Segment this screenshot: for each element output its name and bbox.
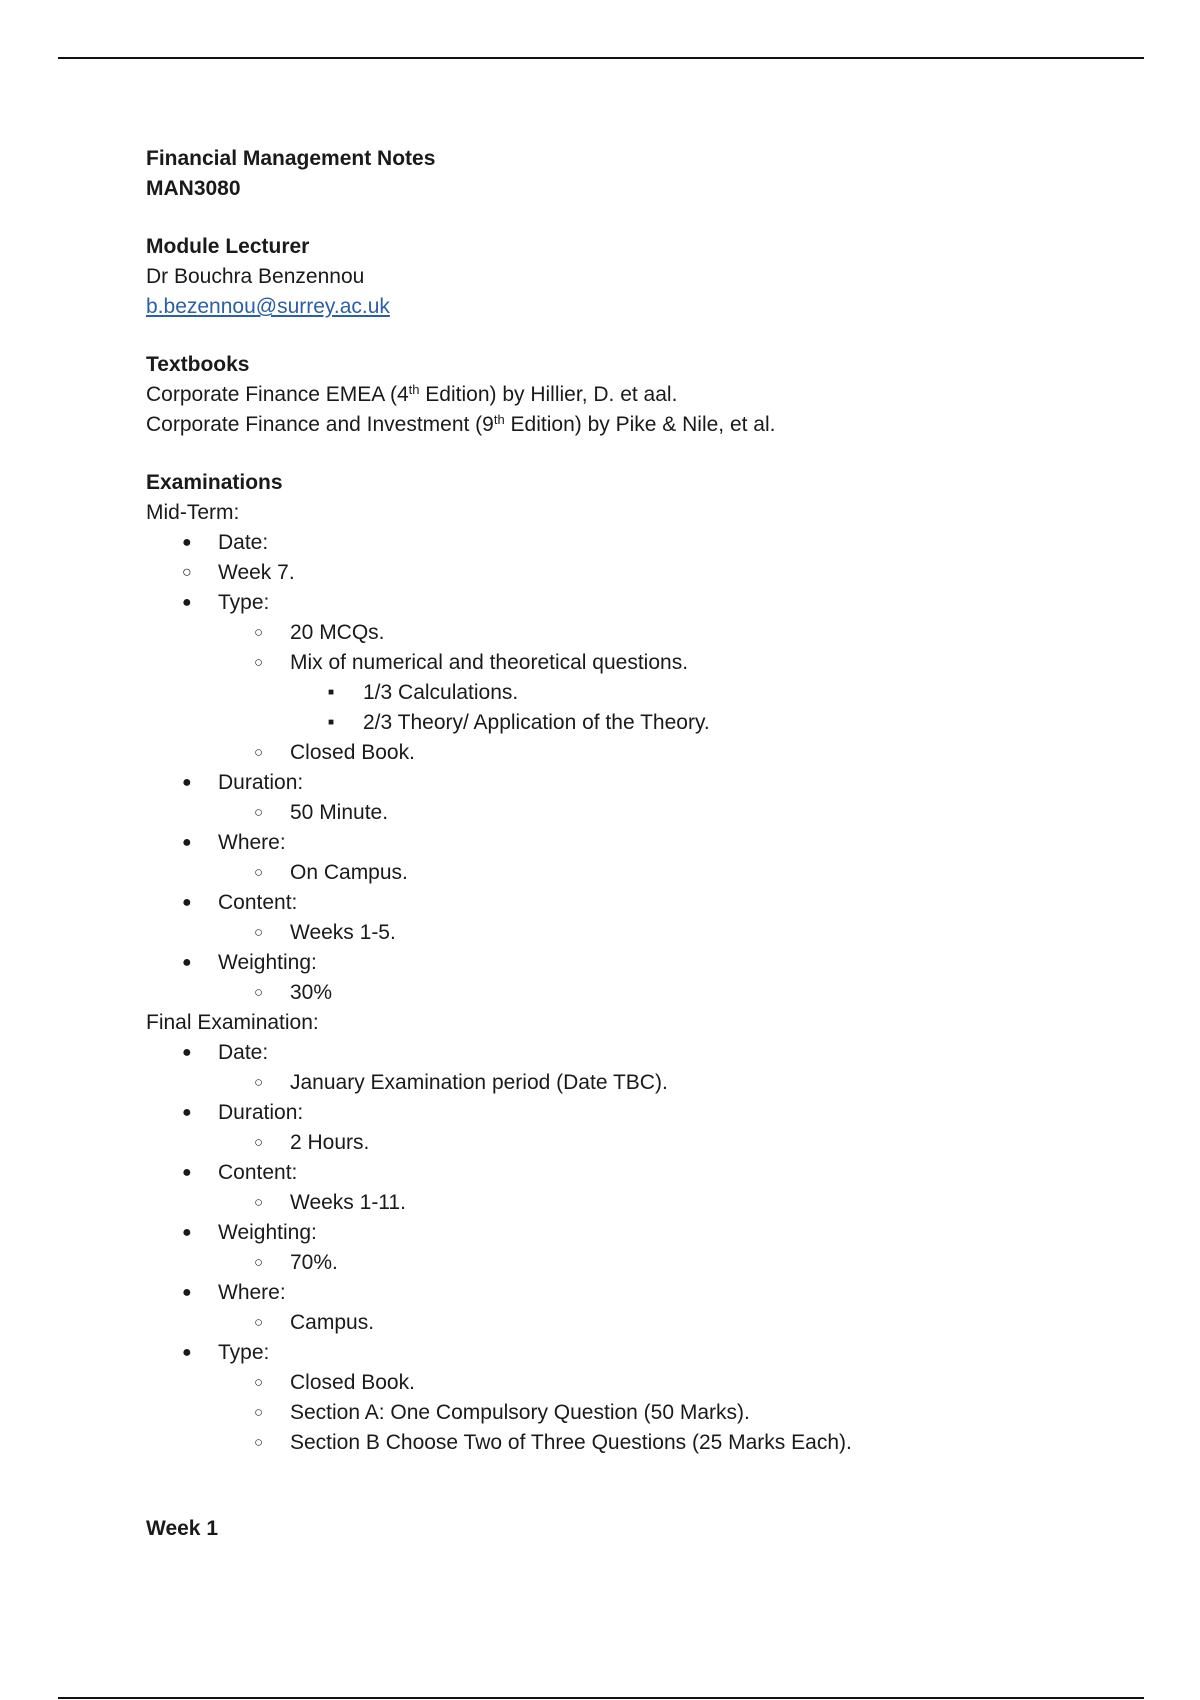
- lecturer-name: Dr Bouchra Benzennou: [146, 265, 365, 288]
- final-date-subs: [146, 1068, 1146, 1098]
- list-item: ○ 30%: [146, 978, 1146, 1008]
- list-item: ● Date:: [146, 1038, 1146, 1068]
- final-list-duration: [146, 1098, 1146, 1128]
- midterm-list-where: [146, 828, 1146, 858]
- bullet-disc-icon: ●: [182, 1224, 192, 1241]
- bullet-circle-icon: ○: [254, 654, 264, 671]
- textbook-1: Corporate Finance EMEA (4th Edition) by Hillier, D. et aal.: [146, 382, 678, 406]
- midterm-label: Mid-Term:: [146, 501, 240, 524]
- final-list-content: [146, 1158, 1146, 1188]
- document-page: [146, 144, 1146, 1544]
- final-weighting-subs: [146, 1248, 1146, 1278]
- list-item: ○ January Examination period (Date TBC).: [146, 1068, 1146, 1098]
- list-item: ○ Closed Book.: [146, 1368, 1146, 1398]
- list-item: ● Duration:: [146, 1098, 1146, 1128]
- bullet-circle-icon: ○: [254, 1374, 264, 1391]
- list-item: ○ Closed Book.: [146, 738, 1146, 768]
- examinations-heading: Examinations: [146, 471, 283, 494]
- bullet-circle-icon: ○: [254, 1314, 264, 1331]
- list-item: ○ 20 MCQs.: [146, 618, 1146, 648]
- bullet-circle-icon: ○: [254, 1074, 264, 1091]
- list-item: ○ 70%.: [146, 1248, 1146, 1278]
- bullet-circle-icon: ○: [254, 864, 264, 881]
- midterm-list-weighting: [146, 948, 1146, 978]
- midterm-type-subs: [146, 618, 1146, 678]
- list-item: ○ Section A: One Compulsory Question (50 Marks).: [146, 1398, 1146, 1428]
- bullet-square-icon: ■: [328, 717, 335, 728]
- list-item: ○ Campus.: [146, 1308, 1146, 1338]
- list-item: ○ Mix of numerical and theoretical questions.: [146, 648, 1146, 678]
- list-item: ○ Weeks 1-5.: [146, 918, 1146, 948]
- final-exam-label: Final Examination:: [146, 1011, 319, 1034]
- final-list-date: [146, 1038, 1146, 1068]
- list-item: ■ 1/3 Calculations.: [146, 678, 1146, 708]
- bullet-circle-icon: ○: [254, 1254, 264, 1271]
- midterm-type-subs-2: [146, 738, 1146, 768]
- final-content-subs: [146, 1188, 1146, 1218]
- final-list-where: [146, 1278, 1146, 1308]
- bullet-circle-icon: ○: [254, 984, 264, 1001]
- list-item: ● Weighting:: [146, 948, 1146, 978]
- list-item: ● Date:: [146, 528, 1146, 558]
- lecturer-heading: Module Lecturer: [146, 235, 310, 258]
- bullet-circle-icon: ○: [254, 1194, 264, 1211]
- document-title: Financial Management Notes: [146, 147, 436, 170]
- bullet-disc-icon: ●: [182, 1104, 192, 1121]
- list-item: ○ On Campus.: [146, 858, 1146, 888]
- bullet-disc-icon: ●: [182, 1344, 192, 1361]
- bullet-disc-icon: ●: [182, 594, 192, 611]
- final-where-subs: [146, 1308, 1146, 1338]
- list-item: ● Content:: [146, 1158, 1146, 1188]
- bullet-disc-icon: ●: [182, 1044, 192, 1061]
- bullet-disc-icon: ●: [182, 534, 192, 551]
- list-item: ● Where:: [146, 828, 1146, 858]
- final-list-weighting: [146, 1218, 1146, 1248]
- final-duration-subs: [146, 1128, 1146, 1158]
- bullet-disc-icon: ●: [182, 774, 192, 791]
- bullet-square-icon: ■: [328, 687, 335, 698]
- list-item: ● Weighting:: [146, 1218, 1146, 1248]
- bullet-circle-icon: ○: [254, 1134, 264, 1151]
- bullet-circle-icon: ○: [254, 624, 264, 641]
- midterm-weighting-subs: [146, 978, 1146, 1008]
- bullet-circle-icon: ○: [254, 924, 264, 941]
- midterm-content-subs: [146, 918, 1146, 948]
- bullet-circle-icon: ○: [254, 1404, 264, 1421]
- final-list-type: [146, 1338, 1146, 1368]
- midterm-where-subs: [146, 858, 1146, 888]
- lecturer-email-link[interactable]: b.bezennou@surrey.ac.uk: [146, 295, 390, 318]
- bullet-disc-icon: ●: [182, 1164, 192, 1181]
- midterm-list-type: [146, 588, 1146, 618]
- midterm-type-subsubs: [146, 678, 1146, 738]
- bullet-disc-icon: ●: [182, 1284, 192, 1301]
- bullet-circle-icon: ○: [182, 564, 192, 581]
- list-item: ○ Section B Choose Two of Three Questions (25 Marks Each).: [146, 1428, 1146, 1458]
- midterm-list: [146, 528, 1146, 588]
- bullet-disc-icon: ●: [182, 894, 192, 911]
- list-item: ● Duration:: [146, 768, 1146, 798]
- bullet-circle-icon: ○: [254, 1434, 264, 1451]
- week-1-heading: Week 1: [146, 1517, 218, 1540]
- list-item: ● Where:: [146, 1278, 1146, 1308]
- list-item: ○ Week 7.: [146, 558, 1146, 588]
- bullet-circle-icon: ○: [254, 744, 264, 761]
- bullet-disc-icon: ●: [182, 834, 192, 851]
- bullet-disc-icon: ●: [182, 954, 192, 971]
- list-item: ○ 50 Minute.: [146, 798, 1146, 828]
- module-code: MAN3080: [146, 177, 241, 200]
- midterm-list-rest: [146, 768, 1146, 798]
- bullet-circle-icon: ○: [254, 804, 264, 821]
- list-item: ■ 2/3 Theory/ Application of the Theory.: [146, 708, 1146, 738]
- list-item: ● Type:: [146, 588, 1146, 618]
- midterm-list-content: [146, 888, 1146, 918]
- final-type-subs: [146, 1368, 1146, 1458]
- bottom-rule: [58, 1697, 1144, 1699]
- textbooks-heading: Textbooks: [146, 353, 250, 376]
- midterm-duration-subs: [146, 798, 1146, 828]
- list-item: ○ 2 Hours.: [146, 1128, 1146, 1158]
- list-item: ● Content:: [146, 888, 1146, 918]
- list-item: ○ Weeks 1-11.: [146, 1188, 1146, 1218]
- list-item: ● Type:: [146, 1338, 1146, 1368]
- textbook-2: Corporate Finance and Investment (9th Edition) by Pike & Nile, et al.: [146, 412, 776, 436]
- top-rule: [58, 57, 1144, 59]
